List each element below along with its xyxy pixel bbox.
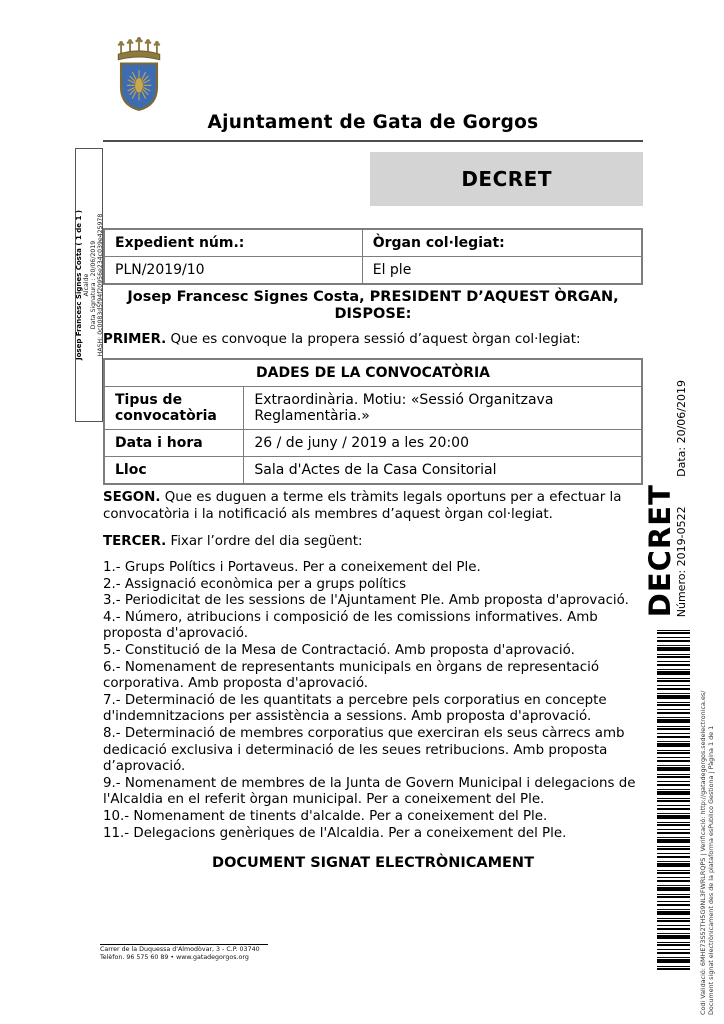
section-primer — [103, 331, 643, 348]
section-segon — [103, 489, 643, 523]
side-doc-number: Número: 2019-0522 — [675, 506, 688, 618]
convocatoria-table-title: DADES DE LA CONVOCATÒRIA — [104, 359, 642, 387]
table-row — [104, 457, 642, 485]
president-line1: Josep Francesc Signes Costa, PRESIDENT D’AQUEST ÒRGAN, — [127, 289, 619, 305]
footer-address: Carrer de la Duquessa d'Almodòvar, 3 - C.P. 03740 — [100, 946, 260, 953]
organ-header: Òrgan col·legiat: — [362, 229, 642, 257]
signer-role: Alcalde — [82, 273, 90, 297]
lloc-value: Sala d'Actes de la Casa Consitorial — [244, 457, 642, 485]
agenda-item: 9.- Nomenament de membres de la Junta de Govern Municipal i delegacions de l'Alcaldia en el referit òrgan municipal. Per a coneixement del Ple. — [103, 775, 636, 808]
title-divider — [103, 140, 643, 142]
lloc-label: Lloc — [104, 457, 244, 485]
signature-date: Data Signatura : 20/06/2019 — [89, 240, 97, 330]
section-tercer — [103, 533, 643, 550]
expedient-number-value: PLN/2019/10 — [104, 257, 362, 285]
page-title: Ajuntament de Gata de Gorgos — [207, 112, 539, 133]
right-margin-strip — [645, 380, 700, 970]
platform-line: Document signat electrònicament des de la plataforma esPublico Gestiona | Pàgina 1 de 1 — [707, 725, 715, 1015]
agenda-list — [103, 560, 643, 842]
side-doc-type-block — [645, 380, 688, 617]
section-primer-text: Que es convoque la propera sessió d’aquest òrgan col·legiat: — [170, 332, 581, 347]
table-row — [104, 430, 642, 457]
document-body — [103, 112, 643, 871]
section-primer-label: PRIMER. — [103, 332, 167, 347]
agenda-item: 4.- Número, atribucions i composició de les comissions informatives. Amb proposta d'aprovació. — [103, 609, 598, 642]
table-row — [104, 387, 642, 430]
signature-hash: HASH: 0c0083d5f94f20956e234c039e425978 — [96, 213, 104, 357]
agenda-item: 10.- Nomenament de tinents d'alcalde. Per a coneixement del Ple. — [103, 808, 548, 824]
president-heading — [103, 289, 643, 322]
agenda-item: 1.- Grups Polítics i Portaveus. Per a coneixement del Ple. — [103, 560, 481, 575]
expedient-table — [103, 228, 643, 285]
agenda-item: 8.- Determinació de membres corporatius que exerciran els seus càrrecs amb dedicació exclusiva i determinació de les seues retribucions. Amb proposta d’aprovació. — [103, 725, 625, 775]
doc-type-banner — [370, 152, 643, 206]
section-tercer-text: Fixar l’ordre del dia següent: — [170, 534, 363, 549]
section-tercer-label: TERCER. — [103, 534, 167, 549]
section-segon-label: SEGON. — [103, 490, 161, 505]
signature-stamp-text — [76, 149, 102, 421]
expedient-value-row — [104, 257, 642, 285]
agenda-item: 7.- Determinació de les quantitats a percebre pels corporatius en concepte d'indemnitzacions per assistència a sessions. Amb proposta d'aprovació. — [103, 692, 607, 725]
data-hora-value: 26 / de juny / 2019 a les 20:00 — [244, 430, 642, 457]
side-doc-date: Data: 20/06/2019 — [675, 380, 688, 477]
side-doc-type-label: DECRET — [643, 484, 677, 618]
data-hora-label: Data i hora — [104, 430, 244, 457]
expedient-header-row — [104, 229, 642, 257]
validation-code-line: Codi Validació: 6MHE73S52TH5G9NL3FWRLRQPS | Verificació: http://gatadegorgos.sedelectronica.es/ — [699, 690, 707, 1015]
agenda-item: 2.- Assignació econòmica per a grups polítics — [103, 576, 407, 592]
coat-of-arms-icon — [106, 34, 172, 114]
signature-stamp-box — [75, 148, 103, 422]
signer-name: Josep Francesc Signes Costa ( 1 de 1 ) — [74, 210, 83, 360]
convocatoria-title-row — [104, 359, 642, 387]
tipus-value: Extraordinària. Motiu: «Sessió Organitzava Reglamentària.» — [244, 387, 642, 430]
tipus-label: Tipus de convocatòria — [104, 387, 244, 430]
side-doc-number-date — [675, 380, 688, 617]
agenda-item: 6.- Nomenament de representants municipals en òrgans de representació corporativa. Amb proposta d'aprovació. — [103, 659, 600, 692]
agenda-item: 5.- Constitució de la Mesa de Contractació. Amb proposta d'aprovació. — [103, 642, 575, 658]
organ-value: El ple — [362, 257, 642, 285]
agenda-item: 11.- Delegacions genèriques de l'Alcaldia. Per a coneixement del Ple. — [103, 825, 567, 841]
doc-type-label: DECRET — [461, 167, 552, 191]
president-line2: DISPOSE: — [334, 305, 412, 322]
agenda-item: 3.- Periodicitat de les sessions de l'Ajuntament Ple. Amb proposta d'aprovació. — [103, 593, 629, 609]
expedient-number-header: Expedient núm.: — [104, 229, 362, 257]
signed-electronically-line: DOCUMENT SIGNAT ELECTRÒNICAMENT — [212, 855, 534, 872]
validation-edge-strip — [699, 555, 723, 1015]
footer — [100, 944, 268, 961]
convocatoria-table — [103, 358, 643, 485]
section-segon-text: Que es duguen a terme els tràmits legals oportuns per a efectuar la convocatòria i la notificació als membres d’aquest òrgan col·legiat. — [103, 490, 622, 522]
footer-phone-web: Telèfon. 96 575 60 89 • www.gatadegorgos.org — [100, 953, 249, 961]
barcode — [657, 629, 690, 970]
